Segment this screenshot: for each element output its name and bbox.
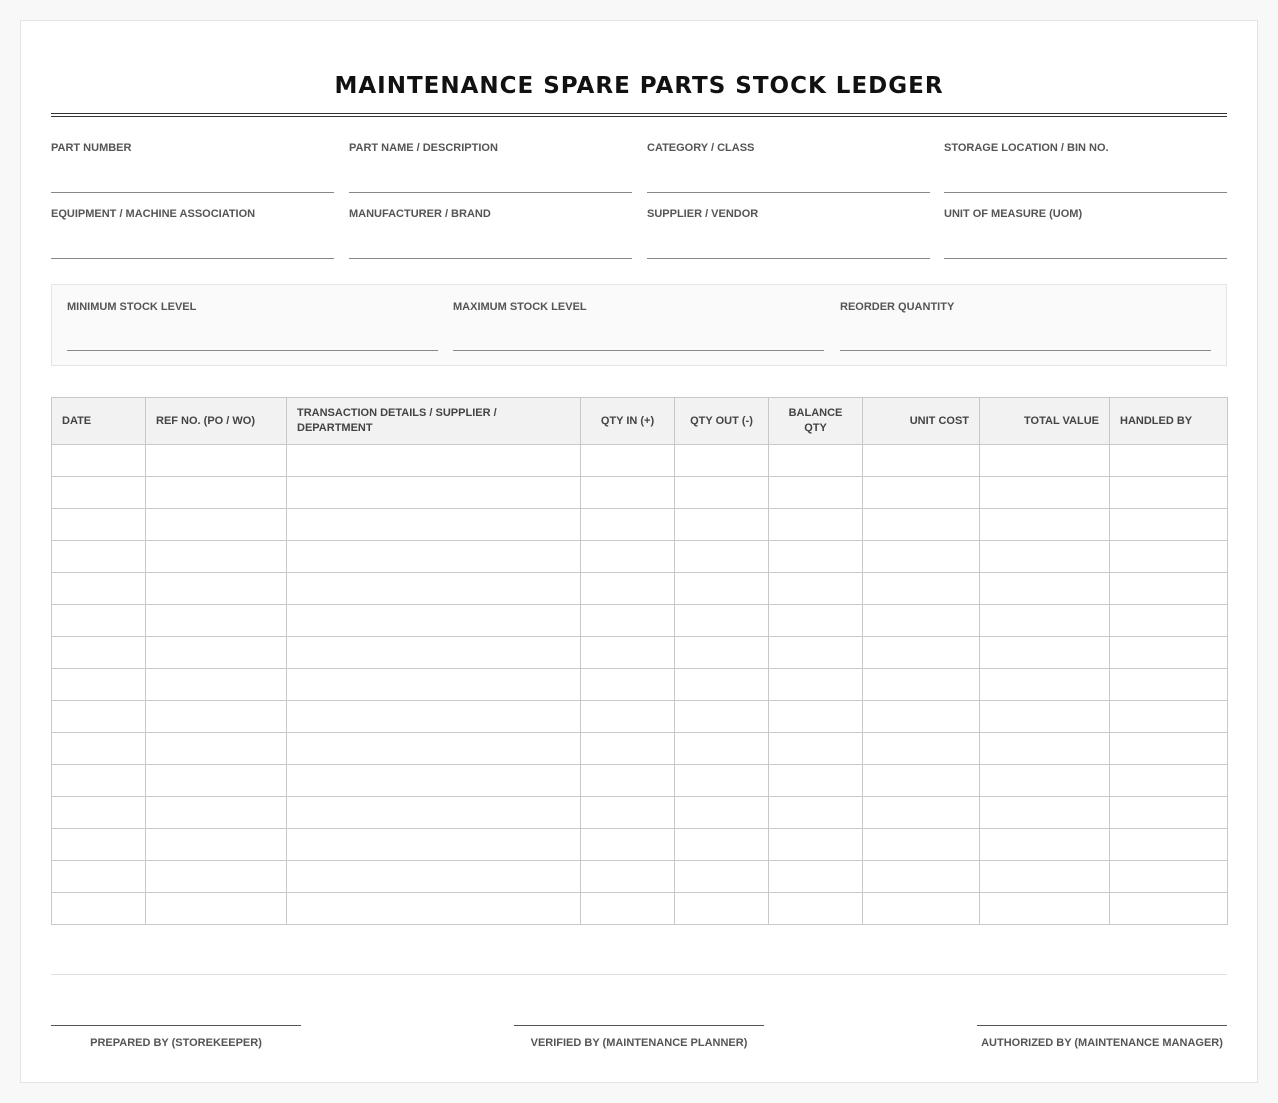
table-row — [52, 605, 1228, 637]
table-cell[interactable] — [980, 541, 1110, 573]
table-cell[interactable] — [146, 797, 287, 829]
equipment-field[interactable] — [51, 208, 334, 220]
table-row — [52, 829, 1228, 861]
category-field[interactable] — [647, 142, 930, 154]
table-row — [52, 861, 1228, 893]
table-cell[interactable] — [581, 509, 675, 541]
table-cell[interactable] — [863, 861, 980, 893]
table-cell[interactable] — [1110, 861, 1228, 893]
table-cell[interactable] — [52, 573, 146, 605]
table-cell[interactable] — [287, 797, 581, 829]
table-cell[interactable] — [1110, 701, 1228, 733]
table-cell[interactable] — [581, 669, 675, 701]
table-cell[interactable] — [769, 573, 863, 605]
table-cell[interactable] — [675, 637, 769, 669]
table-row — [52, 797, 1228, 829]
signature-verified-by-label: VERIFIED BY (MAINTENANCE PLANNER) — [530, 1037, 748, 1049]
table-cell[interactable] — [1110, 893, 1228, 925]
table-cell[interactable] — [52, 669, 146, 701]
col-header-balance-qty: BALANCE QTY — [769, 398, 863, 445]
table-cell[interactable] — [1110, 637, 1228, 669]
table-cell[interactable] — [146, 893, 287, 925]
supplier-label: SUPPLIER / VENDOR — [647, 208, 759, 220]
table-cell[interactable] — [52, 733, 146, 765]
table-cell[interactable] — [980, 861, 1110, 893]
ledger-sheet — [20, 20, 1258, 1083]
table-cell[interactable] — [980, 477, 1110, 509]
table-cell[interactable] — [769, 733, 863, 765]
footer-divider — [51, 974, 1227, 975]
table-cell[interactable] — [675, 765, 769, 797]
table-cell[interactable] — [287, 829, 581, 861]
table-cell[interactable] — [146, 829, 287, 861]
uom-field[interactable] — [944, 208, 1227, 220]
part-number-line[interactable] — [51, 192, 334, 193]
table-cell[interactable] — [52, 509, 146, 541]
category-label: CATEGORY / CLASS — [647, 142, 755, 154]
table-cell[interactable] — [863, 733, 980, 765]
table-row — [52, 477, 1228, 509]
title-double-rule — [51, 113, 1227, 117]
table-row — [52, 893, 1228, 925]
equipment-line[interactable] — [51, 258, 334, 259]
table-cell[interactable] — [1110, 509, 1228, 541]
table-cell[interactable] — [146, 509, 287, 541]
table-cell[interactable] — [287, 509, 581, 541]
table-row — [52, 637, 1228, 669]
table-cell[interactable] — [980, 701, 1110, 733]
max-stock-line[interactable] — [453, 350, 824, 351]
table-cell[interactable] — [863, 445, 980, 477]
table-cell[interactable] — [146, 573, 287, 605]
table-cell[interactable] — [675, 829, 769, 861]
table-cell[interactable] — [675, 541, 769, 573]
table-cell[interactable] — [980, 637, 1110, 669]
table-cell[interactable] — [769, 541, 863, 573]
table-cell[interactable] — [581, 765, 675, 797]
table-cell[interactable] — [146, 861, 287, 893]
table-cell[interactable] — [287, 701, 581, 733]
table-cell[interactable] — [863, 829, 980, 861]
table-cell[interactable] — [769, 637, 863, 669]
table-cell[interactable] — [581, 573, 675, 605]
reorder-qty-field[interactable] — [840, 301, 1211, 313]
part-name-label: PART NAME / DESCRIPTION — [349, 142, 498, 154]
storage-location-label: STORAGE LOCATION / BIN NO. — [944, 142, 1109, 154]
table-cell[interactable] — [52, 605, 146, 637]
signature-line[interactable] — [51, 1025, 301, 1026]
uom-label: UNIT OF MEASURE (UOM) — [944, 208, 1083, 220]
table-cell[interactable] — [581, 445, 675, 477]
table-cell[interactable] — [287, 477, 581, 509]
table-cell[interactable] — [675, 733, 769, 765]
col-header-transaction-details: TRANSACTION DETAILS / SUPPLIER / DEPARTMENT — [287, 398, 581, 445]
table-cell[interactable] — [146, 637, 287, 669]
min-stock-label: MINIMUM STOCK LEVEL — [67, 301, 197, 313]
stock-level-box — [51, 284, 1227, 366]
table-cell[interactable] — [863, 605, 980, 637]
table-cell[interactable] — [675, 509, 769, 541]
table-cell[interactable] — [581, 701, 675, 733]
manufacturer-line[interactable] — [349, 258, 632, 259]
table-cell[interactable] — [287, 893, 581, 925]
table-cell[interactable] — [146, 733, 287, 765]
table-cell[interactable] — [287, 573, 581, 605]
table-cell[interactable] — [287, 765, 581, 797]
table-cell[interactable] — [980, 829, 1110, 861]
table-cell[interactable] — [980, 893, 1110, 925]
table-cell[interactable] — [1110, 829, 1228, 861]
table-cell[interactable] — [52, 765, 146, 797]
table-row — [52, 701, 1228, 733]
table-cell[interactable] — [863, 573, 980, 605]
table-cell[interactable] — [769, 893, 863, 925]
table-cell[interactable] — [980, 509, 1110, 541]
signature-verified-by[interactable] — [514, 1025, 764, 1049]
table-cell[interactable] — [980, 733, 1110, 765]
table-cell[interactable] — [980, 605, 1110, 637]
table-cell[interactable] — [146, 605, 287, 637]
table-cell[interactable] — [863, 509, 980, 541]
table-cell[interactable] — [52, 701, 146, 733]
table-cell[interactable] — [146, 701, 287, 733]
table-cell[interactable] — [146, 765, 287, 797]
storage-location-line[interactable] — [944, 192, 1227, 193]
table-cell[interactable] — [675, 477, 769, 509]
manufacturer-field[interactable] — [349, 208, 632, 220]
table-cell[interactable] — [863, 701, 980, 733]
table-cell[interactable] — [769, 861, 863, 893]
table-cell[interactable] — [863, 797, 980, 829]
table-cell[interactable] — [1110, 605, 1228, 637]
uom-line[interactable] — [944, 258, 1227, 259]
table-cell[interactable] — [980, 669, 1110, 701]
part-number-label: PART NUMBER — [51, 142, 132, 154]
col-header-qty-out: QTY OUT (-) — [675, 398, 769, 445]
table-cell[interactable] — [287, 637, 581, 669]
table-cell[interactable] — [52, 829, 146, 861]
part-number-field[interactable] — [51, 142, 334, 154]
table-cell[interactable] — [1110, 733, 1228, 765]
table-cell[interactable] — [769, 829, 863, 861]
table-cell[interactable] — [581, 797, 675, 829]
table-row — [52, 541, 1228, 573]
table-cell[interactable] — [581, 829, 675, 861]
table-row — [52, 509, 1228, 541]
table-cell[interactable] — [980, 573, 1110, 605]
table-cell[interactable] — [1110, 477, 1228, 509]
table-cell[interactable] — [769, 445, 863, 477]
table-cell[interactable] — [863, 893, 980, 925]
col-header-date: DATE — [52, 398, 146, 445]
table-cell[interactable] — [287, 733, 581, 765]
table-cell[interactable] — [675, 893, 769, 925]
table-cell[interactable] — [581, 541, 675, 573]
table-cell[interactable] — [1110, 797, 1228, 829]
supplier-field[interactable] — [647, 208, 930, 220]
table-cell[interactable] — [581, 477, 675, 509]
table-cell[interactable] — [52, 637, 146, 669]
table-cell[interactable] — [675, 669, 769, 701]
table-cell[interactable] — [52, 541, 146, 573]
table-cell[interactable] — [1110, 669, 1228, 701]
signature-prepared-by-label: PREPARED BY (STOREKEEPER) — [90, 1037, 262, 1049]
supplier-line[interactable] — [647, 258, 930, 259]
table-cell[interactable] — [769, 605, 863, 637]
table-cell[interactable] — [581, 893, 675, 925]
table-row — [52, 669, 1228, 701]
part-name-line[interactable] — [349, 192, 632, 193]
table-cell[interactable] — [980, 765, 1110, 797]
table-cell[interactable] — [581, 637, 675, 669]
table-cell[interactable] — [1110, 541, 1228, 573]
reorder-qty-line[interactable] — [840, 350, 1211, 351]
table-cell[interactable] — [287, 541, 581, 573]
table-cell[interactable] — [863, 765, 980, 797]
table-cell[interactable] — [863, 541, 980, 573]
col-header-handled-by: HANDLED BY — [1110, 398, 1228, 445]
table-cell[interactable] — [675, 573, 769, 605]
table-cell[interactable] — [1110, 573, 1228, 605]
manufacturer-label: MANUFACTURER / BRAND — [349, 208, 491, 220]
table-cell[interactable] — [863, 637, 980, 669]
table-cell[interactable] — [52, 445, 146, 477]
table-cell[interactable] — [52, 893, 146, 925]
table-row — [52, 445, 1228, 477]
table-row — [52, 765, 1228, 797]
col-header-total-value: TOTAL VALUE — [980, 398, 1110, 445]
table-cell[interactable] — [1110, 765, 1228, 797]
table-cell[interactable] — [52, 861, 146, 893]
min-stock-line[interactable] — [67, 350, 438, 351]
col-header-ref-no: REF NO. (PO / WO) — [146, 398, 287, 445]
table-cell[interactable] — [675, 701, 769, 733]
table-cell[interactable] — [146, 477, 287, 509]
table-cell[interactable] — [581, 733, 675, 765]
min-stock-field[interactable] — [67, 301, 438, 313]
ledger-header-row — [52, 398, 1228, 445]
table-cell[interactable] — [769, 509, 863, 541]
table-cell[interactable] — [52, 477, 146, 509]
signature-authorized-by-label: AUTHORIZED BY (MAINTENANCE MANAGER) — [981, 1037, 1223, 1049]
signature-line[interactable] — [514, 1025, 764, 1026]
table-cell[interactable] — [675, 797, 769, 829]
signature-prepared-by[interactable] — [51, 1025, 301, 1049]
max-stock-label: MAXIMUM STOCK LEVEL — [453, 301, 587, 313]
table-cell[interactable] — [287, 605, 581, 637]
table-cell[interactable] — [675, 605, 769, 637]
ledger-table — [51, 397, 1228, 925]
table-cell[interactable] — [146, 669, 287, 701]
table-cell[interactable] — [980, 797, 1110, 829]
col-header-unit-cost: UNIT COST — [863, 398, 980, 445]
table-cell[interactable] — [146, 445, 287, 477]
table-cell[interactable] — [675, 445, 769, 477]
equipment-label: EQUIPMENT / MACHINE ASSOCIATION — [51, 208, 256, 220]
table-cell[interactable] — [769, 477, 863, 509]
table-cell[interactable] — [863, 669, 980, 701]
col-header-qty-in: QTY IN (+) — [581, 398, 675, 445]
table-cell[interactable] — [146, 541, 287, 573]
part-name-field[interactable] — [349, 142, 632, 154]
table-cell[interactable] — [1110, 445, 1228, 477]
table-row — [52, 733, 1228, 765]
category-line[interactable] — [647, 192, 930, 193]
signature-line[interactable] — [977, 1025, 1227, 1026]
ledger-body — [52, 445, 1228, 925]
table-row — [52, 573, 1228, 605]
table-cell[interactable] — [52, 797, 146, 829]
table-cell[interactable] — [287, 445, 581, 477]
storage-location-field[interactable] — [944, 142, 1227, 154]
table-cell[interactable] — [769, 701, 863, 733]
signature-authorized-by[interactable] — [977, 1025, 1227, 1049]
table-cell[interactable] — [675, 861, 769, 893]
table-cell[interactable] — [769, 669, 863, 701]
table-cell[interactable] — [581, 861, 675, 893]
table-cell[interactable] — [287, 861, 581, 893]
table-cell[interactable] — [581, 605, 675, 637]
max-stock-field[interactable] — [453, 301, 824, 313]
table-cell[interactable] — [287, 669, 581, 701]
table-cell[interactable] — [769, 797, 863, 829]
table-cell[interactable] — [863, 477, 980, 509]
reorder-qty-label: REORDER QUANTITY — [840, 301, 955, 313]
table-cell[interactable] — [769, 765, 863, 797]
page-title: MAINTENANCE SPARE PARTS STOCK LEDGER — [334, 73, 944, 99]
table-cell[interactable] — [980, 445, 1110, 477]
